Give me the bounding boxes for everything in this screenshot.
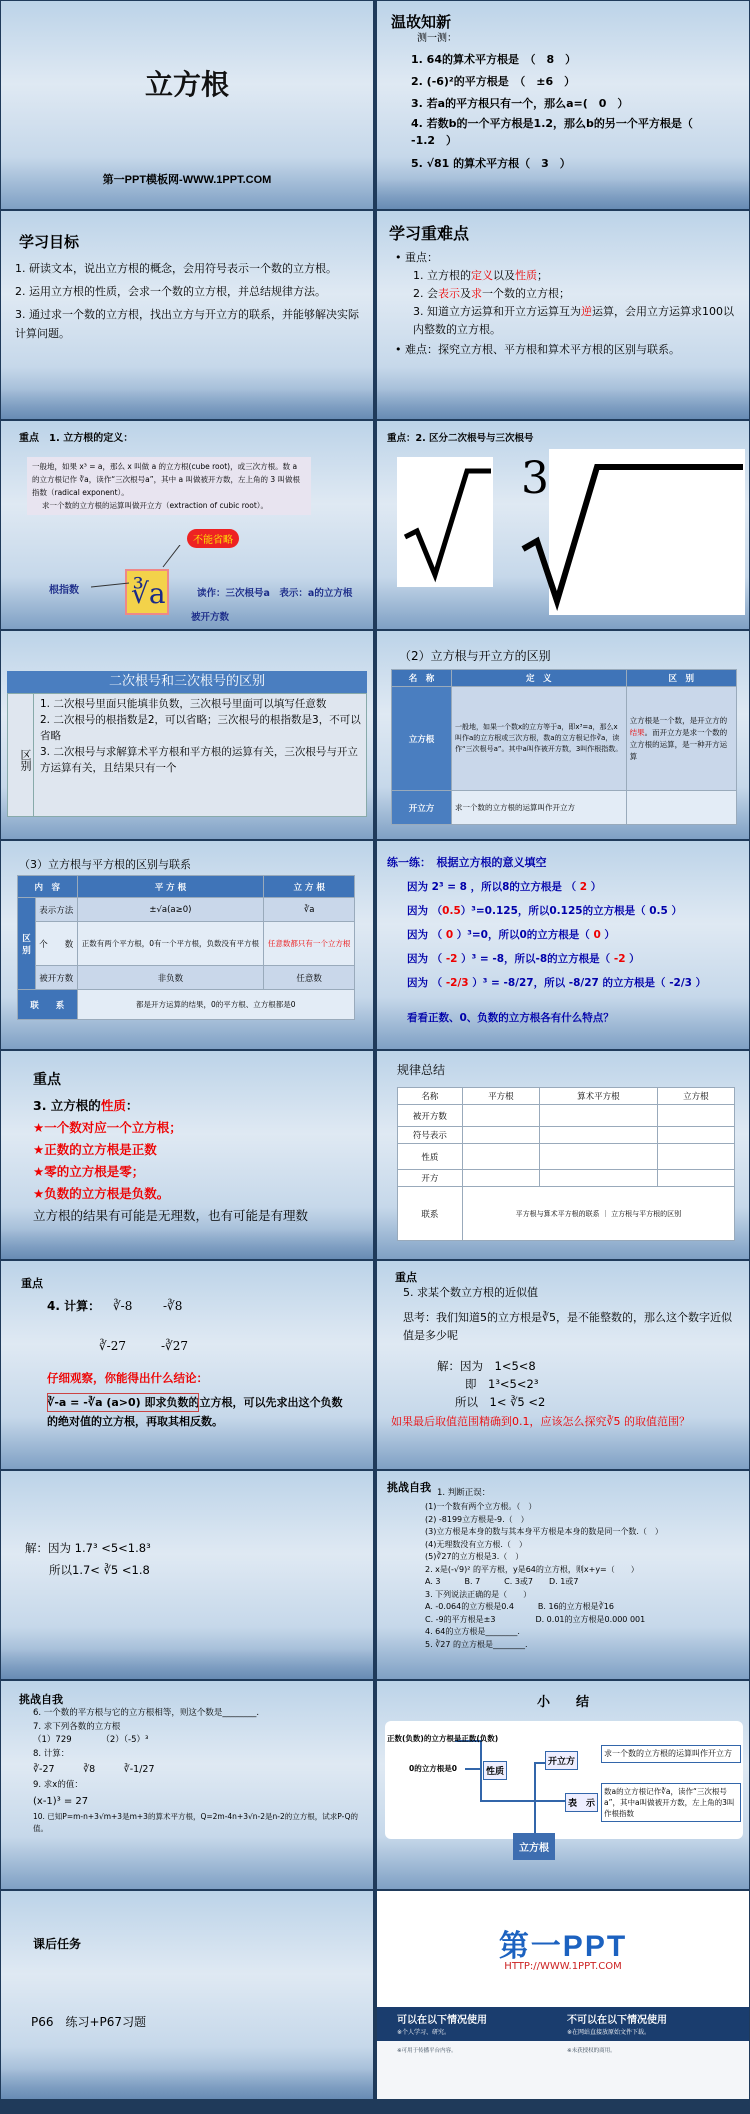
def-text: 一般地，如果 x³ = a，那么 x 叫做 a 的立方根(cube root)，或三次方根。数 a 的立方根记作 ∛a，读作“三次根号a”，其中 a 叫做被开方数，左上角的 3 叫做根指数（radical exponent）。: [32, 462, 301, 497]
slide-challenge-2[interactable]: [1, 1681, 373, 1889]
ch2-l4: ∛-27 ∛8 ∛-1/27: [33, 1764, 155, 1775]
square-root-box: [397, 457, 493, 587]
p-l2b: 0.5: [442, 905, 461, 917]
slide-goals[interactable]: [1, 211, 373, 419]
prop-b3: ★零的立方根是零；: [33, 1164, 145, 1179]
mm-board: [385, 1721, 743, 1839]
ch1-l6: A. 3 B. 7 C. 3或7 D. 1或7: [425, 1577, 579, 1586]
p-l2a: 因为 （: [407, 905, 443, 917]
goal-3: 3. 通过求一个数的立方根，找出立方与开立方的联系，并能够解决实际计算问题。: [15, 308, 359, 340]
brand-header: [377, 1891, 749, 2007]
ch2-l3: 8. 计算：: [33, 1748, 70, 1759]
rve-c1a: 立方根是一个数，是开立方的: [629, 715, 728, 725]
p-l1a: 因为 2³ = 8 ，所以8的立方根是 （: [407, 881, 577, 893]
ch1-l10: 4. 64的立方根是________.: [425, 1627, 520, 1636]
slide-mindmap[interactable]: [377, 1681, 749, 1889]
slide-summary-table[interactable]: [377, 1051, 749, 1259]
slide-radicals[interactable]: [377, 421, 749, 629]
practice-lines: 因为 2³ = 8 ，所以8的立方根是 （ 2 ） 因为 （0.5）³=0.125，所以0.125的立方根是（ 0.5 ） 因为 （ 0 ）³=0，所以0的立方根是（ 0 ） 因为 （ -2 ）³ = -8，所以-8的立方根是（ -2 ） 因为 （ -2/3 ）³ = -8/27，所以 -8/27 的立方根是（ -2/3 ）: [407, 881, 707, 989]
compute-e4: -∛27: [161, 1339, 188, 1353]
prop-b1: ★一个数对应一个立方根；: [33, 1120, 182, 1135]
rvs-r1b: ±√a(a≥0): [77, 898, 264, 922]
mm-title: 小 结: [536, 1694, 589, 1709]
radical-diff-r1: 1. 二次根号里面只能填非负数，三次根号里面可以填写任意数: [40, 698, 327, 710]
slide-homework[interactable]: [1, 1891, 373, 2099]
def-head: 重点 1. 立方根的定义：: [19, 433, 134, 444]
slide-properties[interactable]: [1, 1051, 373, 1259]
ch1-lines: [425, 1501, 745, 1651]
mm-n7: 求一个数的立方根的运算叫作开立方: [601, 1745, 741, 1763]
rve-h1: 名 称: [392, 670, 452, 687]
kp-i2c: 及: [460, 287, 471, 300]
practice-head: 练一练： 根据立方根的意义填空: [387, 856, 547, 869]
rvs-r4a: 联 系: [18, 990, 78, 1020]
p-l3b: 0: [445, 929, 454, 941]
ch2-l1: 7. 求下列各数的立方根: [33, 1721, 121, 1732]
p-l5c: ）³ = -8/27，所以 -8/27 的立方根是（: [472, 977, 666, 989]
sum-r2: 性质: [398, 1144, 463, 1170]
compute-obs: 仔细观察，你能得出什么结论：: [47, 1371, 208, 1385]
approx-steps: [437, 1357, 545, 1411]
radical-diff-r3: 3. 二次根号与求解算术平方根和平方根的运算有关，三次根号与开立方运算有关，且结果只有一个: [40, 746, 358, 774]
sum-c2: 平方根: [462, 1088, 539, 1105]
rve-title: （2）立方根与开立方的区别: [399, 649, 551, 663]
approx-p: 思考：我们知道5的立方根是∛5，是不能整数的，那么这个数字近似值是多少呢: [403, 1311, 733, 1342]
def-text2: 求一个数的立方根的运算叫做开立方（extraction of cubic root）。: [42, 501, 269, 510]
rvs-r2a: 个 数: [36, 922, 78, 966]
slide-title-heading: 立方根: [144, 69, 229, 100]
def-arrows: [91, 545, 191, 605]
kp-i1b: 定义: [471, 269, 493, 282]
rve-n2: 开立方: [392, 791, 452, 825]
hw-task: P66 练习+P67习题: [31, 2015, 147, 2029]
sum-c3: 算术平方根: [540, 1088, 658, 1105]
rvs-table: [17, 875, 355, 1020]
kp-i1e: ；: [537, 269, 548, 282]
tag-index: 根指数: [49, 585, 79, 596]
kp-b1: 重点：: [405, 251, 438, 264]
radicals-head: 重点：2. 区分二次根号与三次根号: [387, 433, 534, 444]
q5: 5. √81 的算术平方根: [411, 157, 520, 170]
ch1-head: 挑战自我: [387, 1482, 431, 1494]
a5: 3: [541, 157, 549, 170]
prop-b4: ★负数的立方根是负数。: [33, 1186, 170, 1201]
ch1-l3: (4)无理数没有立方根.（ ）: [425, 1539, 527, 1549]
goal-1: 1. 研读文本，说出立方根的概念，会用符号表示一个数的立方根。: [15, 262, 337, 275]
compute-res: ∛-a = -∛a (a>0) 即求负数的立方根，可以先求出这个负数的绝对值的立方根，再取其相反数。: [47, 1396, 343, 1428]
rvs-side: 区别: [18, 898, 36, 990]
kp-i3a: 3. 知道立方运算和开立方运算互为: [413, 305, 581, 318]
slide-radical-diff[interactable]: [1, 631, 373, 839]
rvs-r3c: 任意数: [264, 966, 355, 990]
sum-link: 平方根与算术平方根的联系 ｜ 立方根与平方根的区别: [462, 1187, 734, 1241]
kp-i2a: 2. 会: [413, 287, 438, 300]
prop-head: 重点: [33, 1071, 61, 1087]
rvs-r1c: ∛a: [264, 898, 355, 922]
cube-index-label: 3: [521, 453, 549, 504]
p-l2d: 0.5: [649, 905, 668, 917]
arrow-omit: [163, 545, 183, 567]
a3: 0: [598, 97, 607, 110]
brand-logo: 第一PPT: [498, 1930, 628, 1963]
rvs-r3b: 非负数: [77, 966, 264, 990]
brand-cannot: 不可以在以下情况使用: [567, 2015, 667, 2026]
ch1-l0: (1)一个数有两个立方根。（ ）: [425, 1502, 537, 1511]
q4: 4. 若数b的一个平方根是1.2，那么b的另一个平方根是: [411, 117, 682, 130]
slide-title-sub: 第一PPT模板网-WWW.1PPT.COM: [102, 174, 272, 186]
approx-title: 5. 求某个数立方根的近似值: [403, 1286, 538, 1299]
p-l4c: ）³ = -8，所以-8的立方根是（: [461, 953, 611, 965]
compute-e3: ∛-27: [99, 1339, 126, 1353]
compute-res-box: [47, 1393, 199, 1412]
brand-url: HTTP://WWW.1PPT.COM: [504, 1961, 622, 1972]
cube-root-svg: [515, 449, 745, 615]
def-box: [27, 457, 311, 515]
p-l1b: 2: [579, 881, 588, 893]
cube-root-glyph: ∛a: [131, 577, 166, 610]
ch1-l2: (3)立方根是本身的数与其本身平方根是本身的数是同一个数.（ ）: [425, 1527, 663, 1536]
slide-challenge-1[interactable]: [377, 1471, 749, 1679]
approx-q: 如果最后取值范围精确到0.1，应该怎么探究∛5 的取值范围？: [391, 1415, 690, 1428]
prop-t3: ：: [125, 1098, 139, 1113]
a4: -1.2: [411, 134, 436, 147]
slide-approx[interactable]: [377, 1261, 749, 1469]
slide-title[interactable]: [1, 1, 373, 209]
compute-e2: -∛8: [163, 1299, 183, 1313]
q3: 3. 若a的平方根只有一个，那么a=(: [411, 97, 588, 110]
slide-review[interactable]: [377, 1, 749, 209]
mm-n6: 立方根: [513, 1833, 555, 1860]
ch2-lines: [33, 1707, 363, 1835]
slide-approx-solution[interactable]: [1, 1471, 373, 1679]
prop-f: 立方根的结果有可能是无理数，也有可能是有理数: [33, 1208, 309, 1223]
ch2-l6: (x-1)³ = 27: [33, 1795, 89, 1807]
radical-diff-r2: 2. 二次根号的根指数是2，可以省略；三次根号的根指数是3，不可以省略: [40, 714, 361, 742]
sol-lines: [25, 1537, 151, 1581]
rvs-h1: 内 容: [18, 876, 78, 898]
a1: 8: [546, 53, 555, 66]
ch1-l4: (5)∛27的立方根是3.（ ）: [425, 1552, 524, 1561]
radical-diff-table: [7, 693, 367, 817]
approx-head: 重点: [395, 1272, 417, 1284]
mm-n2: 0的立方根是0: [409, 1764, 457, 1773]
ch1-l11: 5. ∛27 的立方根是________.: [425, 1639, 528, 1649]
p-l5b: -2/3: [445, 977, 469, 989]
review-sub: 测一测：: [417, 33, 457, 44]
slide-keypoints[interactable]: [377, 211, 749, 419]
rvs-r3a: 被开方数: [36, 966, 78, 990]
approx-s1: 解：因为 1<5<8: [437, 1359, 536, 1373]
ch1-l1: (2) -8199立方根是-9.（ ）: [425, 1514, 529, 1524]
goal-2: 2. 运用立方根的性质，会求一个数的立方根，并总结规律方法。: [15, 285, 326, 298]
approx-s2: 即 1³<5<2³: [465, 1377, 539, 1391]
rvs-r2b: 正数有两个平方根，0有一个平方根，负数没有平方根: [77, 922, 264, 966]
prop-b2: ★正数的立方根是正数: [33, 1142, 157, 1157]
sum-r3: 开方: [398, 1170, 463, 1187]
tag-radicand: 被开方数: [191, 612, 230, 623]
rvs-r4b: 都是开方运算的结果，0的平方根、立方根都是0: [77, 990, 354, 1020]
brand-band: [377, 2007, 749, 2041]
brand-c2: ※可用于传播平台内容。: [397, 2048, 457, 2054]
mm-n1: 正数(负数)的立方根是正数(负数): [387, 1734, 499, 1743]
radical-diff-side: 区别: [8, 694, 34, 816]
slide-compute[interactable]: [1, 1261, 373, 1469]
kp-i2e: 一个数的立方根；: [482, 287, 570, 300]
rve-table: [391, 669, 737, 825]
p-l3c: ）³=0，所以0的立方根是（: [456, 929, 590, 941]
goals-body: [15, 259, 365, 343]
rve-c1b: 结果: [629, 727, 645, 737]
p-l4b: -2: [445, 953, 458, 965]
radical-diff-title: 二次根号和三次根号的区别: [7, 671, 367, 693]
prop-body: [33, 1095, 368, 1227]
a2: ±6: [536, 75, 554, 88]
keypoints-body: • 重点： 1. 立方根的定义以及性质； 2. 会表示及求一个数的立方根； 3. 知道立方运算和开立方运算互为逆运算，会用立方运算求100以内整数的立方根。 • 难点：探究立方根、平方根和算术平方根的区别与联系。: [395, 251, 734, 356]
sum-r0: 被开方数: [398, 1105, 463, 1127]
ch1-l9: C. -9的平方根是±3 D. 0.01的立方根是0.000 001: [425, 1614, 646, 1624]
radical-diff-rows: [40, 696, 365, 776]
p-l3a: 因为 （: [407, 929, 443, 941]
kp-i1d: 性质: [515, 269, 537, 282]
rve-d2: 求一个数的立方根的运算叫作开立方: [452, 791, 627, 825]
p-l2c: ）³=0.125，所以0.125的立方根是（: [460, 905, 646, 917]
tag-cannot-omit: 不能省略: [187, 529, 239, 548]
sum-c4: 立方根: [657, 1088, 734, 1105]
sol-l2: 所以1.7< ∛5 <1.8: [49, 1563, 150, 1577]
ch2-head: 挑战自我: [19, 1694, 63, 1706]
ch2-l5: 9. 求x的值：: [33, 1780, 83, 1790]
brand-d2: ※未获授权的商用。: [567, 2048, 616, 2054]
ch1-l7: 3. 下列说法正确的是（ ）: [425, 1589, 532, 1599]
compute-head: 重点: [21, 1278, 43, 1290]
sol-l1: 解：因为 1.7³ <5<1.8³: [25, 1541, 151, 1555]
rvs-h2: 平 方 根: [77, 876, 264, 898]
arrow-index: [91, 583, 129, 587]
sum-r4: 联系: [398, 1187, 463, 1241]
goals-title: 学习目标: [19, 234, 80, 251]
p-l4d: -2: [613, 953, 626, 965]
kp-i2b: 表示: [438, 287, 460, 300]
ch1-l8: A. -0.064的立方根是0.4 B. 16的立方根是∛16: [425, 1602, 614, 1611]
rvs-title: （3）立方根与平方根的区别与联系: [19, 858, 191, 871]
kp-i1c: 以及: [493, 269, 515, 282]
slide-root-vs-square[interactable]: [1, 841, 373, 1049]
p-l3d: 0: [593, 929, 601, 941]
kp-i3c: 运算，会用立方运算求100以内整数的立方根。: [413, 305, 734, 336]
prop-t2: 性质: [100, 1098, 126, 1113]
rve-d1: 一般地，如果一个数x的立方等于a，即x³=a，那么x叫作a的立方根或三次方根，数a的立方根记作∛a，读作“三次根号a”。其中a叫作被开方数，3叫作根指数。: [452, 687, 627, 791]
kp-i1a: 1. 立方根的: [413, 269, 471, 282]
sum-r1: 符号表示: [398, 1127, 463, 1144]
brand-c1: ※个人学习、研究。: [397, 2029, 451, 2036]
hw-title: 课后任务: [33, 1937, 82, 1951]
slide-brand[interactable]: [377, 1891, 749, 2099]
compute-p: 4. 计算：: [47, 1299, 101, 1313]
prop-t: 3. 立方根的: [33, 1098, 101, 1113]
def-read: 读作：三次根号a 表示：a的立方根: [197, 588, 353, 599]
review-title: 温故知新: [391, 14, 452, 31]
q1: 1. 64的算术平方根是: [411, 53, 519, 66]
keypoints-title: 学习重难点: [389, 226, 470, 243]
ch1-p1: 1. 判断正误：: [437, 1488, 491, 1498]
rve-c1c: 。而开立方是求一个数的立方根的运算，是一种开方运算: [629, 727, 728, 761]
ch2-l2: （1）729 （2）（-5）³: [33, 1735, 149, 1745]
rve-n1: 立方根: [392, 687, 452, 791]
slide-root-vs-extract[interactable]: [377, 631, 749, 839]
p-l4a: 因为 （: [407, 953, 443, 965]
rve-h2: 定 义: [452, 670, 627, 687]
sum-table: [397, 1087, 735, 1241]
rvs-r1a: 表示方法: [36, 898, 78, 922]
rvs-r2c: 任意数都只有一个立方根: [264, 922, 355, 966]
mm-n4: 开立方: [545, 1751, 578, 1770]
slide-practice[interactable]: [377, 841, 749, 1049]
sum-c1: 名称: [398, 1088, 463, 1105]
q2: 2. (-6)²的平方根是: [411, 75, 509, 88]
cube-root-box: [521, 449, 745, 615]
ch1-l5: 2. x是(-√9)² 的平方根，y是64的立方根，则x+y=（ ）: [425, 1564, 639, 1574]
ch2-l7: 10. 已知P=m-n+3√m+3是m+3的算术平方根，Q=2m-4n+3√n-2是n-2的立方根，试求P-Q的值。: [33, 1811, 358, 1833]
kp-i3b: 逆: [581, 305, 592, 318]
square-root-svg: [397, 457, 493, 587]
brand-d1: ※在网站直接放原始文件下载。: [567, 2029, 651, 2036]
approx-s3: 所以 1< ∛5 <2: [455, 1395, 546, 1409]
ch2-l0: 6. 一个数的平方根与它的立方根相等，则这个数是________.: [33, 1708, 260, 1718]
brand-can: 可以在以下情况使用: [397, 2015, 487, 2026]
sum-title: 规律总结: [397, 1063, 446, 1077]
mm-n5: 表 示: [565, 1793, 598, 1812]
mm-n8: 数a的立方根记作∛a，读作“三次根号a”，其中a叫做被开方数，左上角的3叫作根指数: [601, 1783, 741, 1822]
practice-question: 看看正数、0、负数的立方根各有什么特点？: [407, 1012, 614, 1024]
kp-b2: 难点：探究立方根、平方根和算术平方根的区别与联系。: [405, 343, 680, 356]
slide-definition[interactable]: [1, 421, 373, 629]
p-l5d: -2/3: [669, 977, 692, 989]
p-l5a: 因为 （: [407, 977, 443, 989]
kp-i2d: 求: [471, 287, 482, 300]
review-questions: 1. 64的算术平方根是 （ 8 ） 2. (-6)²的平方根是 （ ±6 ） 3. 若a的平方根只有一个，那么a=( 0 ） 4. 若数b的一个平方根是1.2，那么b的另一个平方根是（ -1.2 ） 5. √81 的算术平方根（ 3 ）: [411, 53, 704, 170]
mm-n3: 性质: [483, 1761, 507, 1780]
compute-e1: ∛-8: [113, 1299, 133, 1313]
rve-h3: 区 别: [626, 670, 736, 687]
rvs-h3: 立 方 根: [264, 876, 355, 898]
